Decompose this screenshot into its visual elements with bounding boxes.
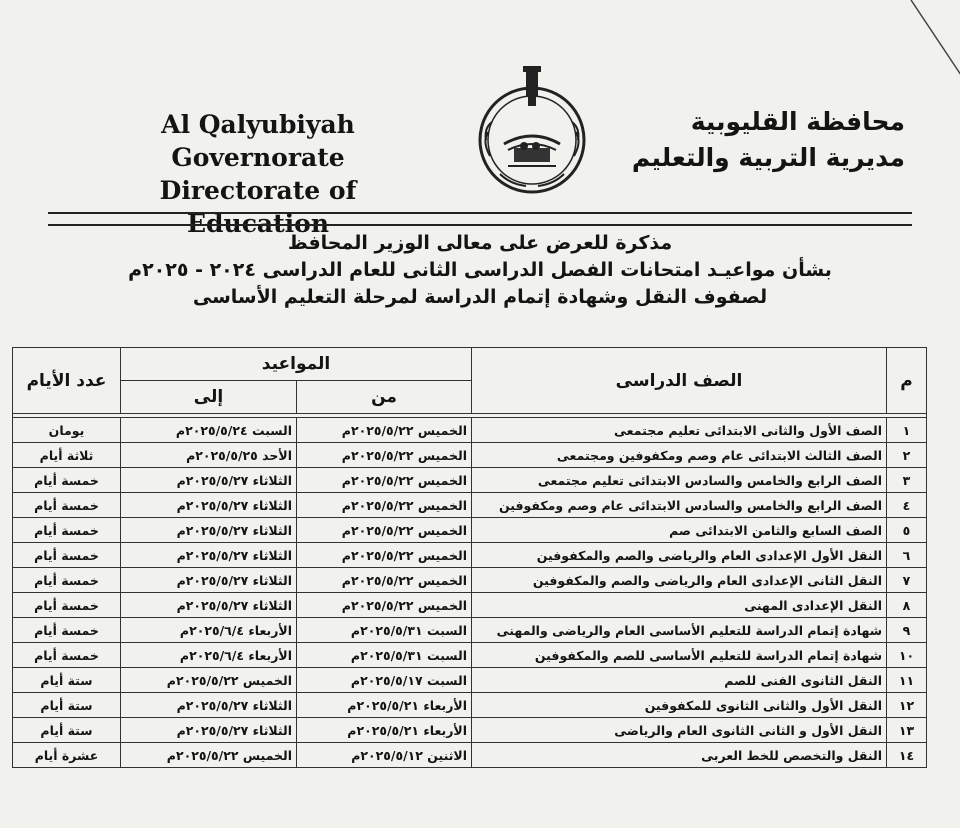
row-days: خمسة أيام xyxy=(13,568,121,593)
row-date-from: الخميس ٢٠٢٥/٥/٢٢م xyxy=(297,568,472,593)
directorate-name-ar: مديرية التربية والتعليم xyxy=(631,143,905,172)
row-date-from: الأربعاء ٢٠٢٥/٥/٢١م xyxy=(297,693,472,718)
directorate-name-en: Directorate of Education xyxy=(159,176,357,238)
table-row xyxy=(13,693,927,718)
row-number: ٩ xyxy=(887,618,927,643)
row-date-to: الثلاثاء ٢٠٢٥/٥/٢٧م xyxy=(121,518,297,543)
row-date-from: الخميس ٢٠٢٥/٥/٢٢م xyxy=(297,518,472,543)
exam-schedule-table xyxy=(12,347,927,768)
row-number: ٥ xyxy=(887,518,927,543)
row-grade: النقل الثانوى الفنى للصم xyxy=(472,668,887,693)
row-grade: الصف الأول والثانى الابتدائى تعليم مجتمعى xyxy=(472,418,887,443)
table-row xyxy=(13,593,927,618)
row-date-from: الأربعاء ٢٠٢٥/٥/٢١م xyxy=(297,718,472,743)
row-grade: الصف الرابع والخامس والسادس الابتدائى تعليم مجتمعى xyxy=(472,468,887,493)
row-date-to: الثلاثاء ٢٠٢٥/٥/٢٧م xyxy=(121,568,297,593)
table-row xyxy=(13,718,927,743)
row-date-to: الخميس ٢٠٢٥/٥/٢٢م xyxy=(121,743,297,768)
row-number: ٨ xyxy=(887,593,927,618)
table-body xyxy=(13,414,927,768)
table-row xyxy=(13,618,927,643)
table-row xyxy=(13,643,927,668)
row-number: ٣ xyxy=(887,468,927,493)
row-days: ستة أيام xyxy=(13,668,121,693)
row-number: ١ xyxy=(887,418,927,443)
governorate-emblem-icon xyxy=(470,62,594,198)
row-grade: النقل الأول و الثانى الثانوى العام والرياضى xyxy=(472,718,887,743)
table-row xyxy=(13,668,927,693)
memo-line-2: بشأن مواعيـد امتحانات الفصل الدراسى الثانى للعام الدراسى ٢٠٢٤ - ٢٠٢٥م xyxy=(128,259,832,281)
row-days: يومان xyxy=(13,418,121,443)
row-date-from: السبت ٢٠٢٥/٥/٣١م xyxy=(297,618,472,643)
row-number: ١٣ xyxy=(887,718,927,743)
row-date-to: الثلاثاء ٢٠٢٥/٥/٢٧م xyxy=(121,543,297,568)
row-days: ستة أيام xyxy=(13,693,121,718)
row-date-to: الأربعاء ٢٠٢٥/٦/٤م xyxy=(121,643,297,668)
row-number: ٤ xyxy=(887,493,927,518)
row-grade: شهادة إتمام الدراسة للتعليم الأساسى العام والرياضى والمهنى xyxy=(472,618,887,643)
memo-line-3: لصفوف النقل وشهادة إتمام الدراسة لمرحلة التعليم الأساسى xyxy=(192,286,768,308)
row-days: خمسة أيام xyxy=(13,643,121,668)
col-header-dates: المواعيد xyxy=(121,348,472,381)
row-date-from: الخميس ٢٠٢٥/٥/٢٢م xyxy=(297,493,472,518)
row-date-to: الثلاثاء ٢٠٢٥/٥/٢٧م xyxy=(121,718,297,743)
col-header-grade: الصف الدراسى xyxy=(472,348,887,414)
table-row xyxy=(13,443,927,468)
row-grade: الصف الرابع والخامس والسادس الابتدائى عام وصم ومكفوفين xyxy=(472,493,887,518)
row-date-from: الاثنين ٢٠٢٥/٥/١٢م xyxy=(297,743,472,768)
row-date-to: السبت ٢٠٢٥/٥/٢٤م xyxy=(121,418,297,443)
row-date-to: الأربعاء ٢٠٢٥/٦/٤م xyxy=(121,618,297,643)
row-date-to: الأحد ٢٠٢٥/٥/٢٥م xyxy=(121,443,297,468)
row-date-from: الخميس ٢٠٢٥/٥/٢٢م xyxy=(297,443,472,468)
row-date-from: الخميس ٢٠٢٥/٥/٢٢م xyxy=(297,543,472,568)
row-days: ثلاثة أيام xyxy=(13,443,121,468)
row-date-to: الثلاثاء ٢٠٢٥/٥/٢٧م xyxy=(121,468,297,493)
col-header-to: إلى xyxy=(121,381,297,414)
memo-title xyxy=(100,230,860,311)
row-days: خمسة أيام xyxy=(13,618,121,643)
row-number: ١٠ xyxy=(887,643,927,668)
row-grade: شهادة إتمام الدراسة للتعليم الأساسى للصم والمكفوفين xyxy=(472,643,887,668)
row-date-to: الثلاثاء ٢٠٢٥/٥/٢٧م xyxy=(121,693,297,718)
row-grade: الصف السابع والثامن الابتدائى صم xyxy=(472,518,887,543)
col-header-days: عدد الأيام xyxy=(13,348,121,414)
row-number: ٦ xyxy=(887,543,927,568)
row-date-from: السبت ٢٠٢٥/٥/٣١م xyxy=(297,643,472,668)
row-date-to: الثلاثاء ٢٠٢٥/٥/٢٧م xyxy=(121,593,297,618)
governorate-name-ar: محافظة القليوبية xyxy=(690,107,905,136)
table-row xyxy=(13,418,927,443)
table-row xyxy=(13,468,927,493)
row-number: ١٢ xyxy=(887,693,927,718)
row-grade: النقل الأول الإعدادى العام والرياضى والصم والمكفوفين xyxy=(472,543,887,568)
row-days: ستة أيام xyxy=(13,718,121,743)
row-days: خمسة أيام xyxy=(13,493,121,518)
row-number: ١٤ xyxy=(887,743,927,768)
row-date-from: الخميس ٢٠٢٥/٥/٢٢م xyxy=(297,593,472,618)
row-grade: النقل والتخصص للخط العربى xyxy=(472,743,887,768)
row-days: خمسة أيام xyxy=(13,593,121,618)
row-grade: النقل الأول والثانى الثانوى للمكفوفين xyxy=(472,693,887,718)
row-number: ٧ xyxy=(887,568,927,593)
col-header-num: م xyxy=(887,348,927,414)
table-row xyxy=(13,743,927,768)
table-row xyxy=(13,518,927,543)
row-days: خمسة أيام xyxy=(13,543,121,568)
row-grade: النقل الثانى الإعدادى العام والرياضى والصم والمكفوفين xyxy=(472,568,887,593)
header-separator xyxy=(48,212,912,226)
row-date-to: الثلاثاء ٢٠٢٥/٥/٢٧م xyxy=(121,493,297,518)
table-row xyxy=(13,543,927,568)
row-date-from: الخميس ٢٠٢٥/٥/٢٢م xyxy=(297,418,472,443)
table-row xyxy=(13,568,927,593)
row-date-to: الخميس ٢٠٢٥/٥/٢٢م xyxy=(121,668,297,693)
row-days: خمسة أيام xyxy=(13,468,121,493)
row-number: ٢ xyxy=(887,443,927,468)
paper-fold-line xyxy=(905,0,960,80)
row-date-from: السبت ٢٠٢٥/٥/١٧م xyxy=(297,668,472,693)
header-arabic xyxy=(632,104,905,176)
row-number: ١١ xyxy=(887,668,927,693)
col-header-from: من xyxy=(297,381,472,414)
governorate-name-en: Al Qalyubiyah Governorate xyxy=(161,110,355,172)
row-days: عشرة أيام xyxy=(13,743,121,768)
memo-line-1: مذكرة للعرض على معالى الوزير المحافظ xyxy=(287,232,673,254)
row-grade: النقل الإعدادى المهنى xyxy=(472,593,887,618)
row-date-from: الخميس ٢٠٢٥/٥/٢٢م xyxy=(297,468,472,493)
row-grade: الصف الثالث الابتدائى عام وصم ومكفوفين ومجتمعى xyxy=(472,443,887,468)
table-row xyxy=(13,493,927,518)
row-days: خمسة أيام xyxy=(13,518,121,543)
